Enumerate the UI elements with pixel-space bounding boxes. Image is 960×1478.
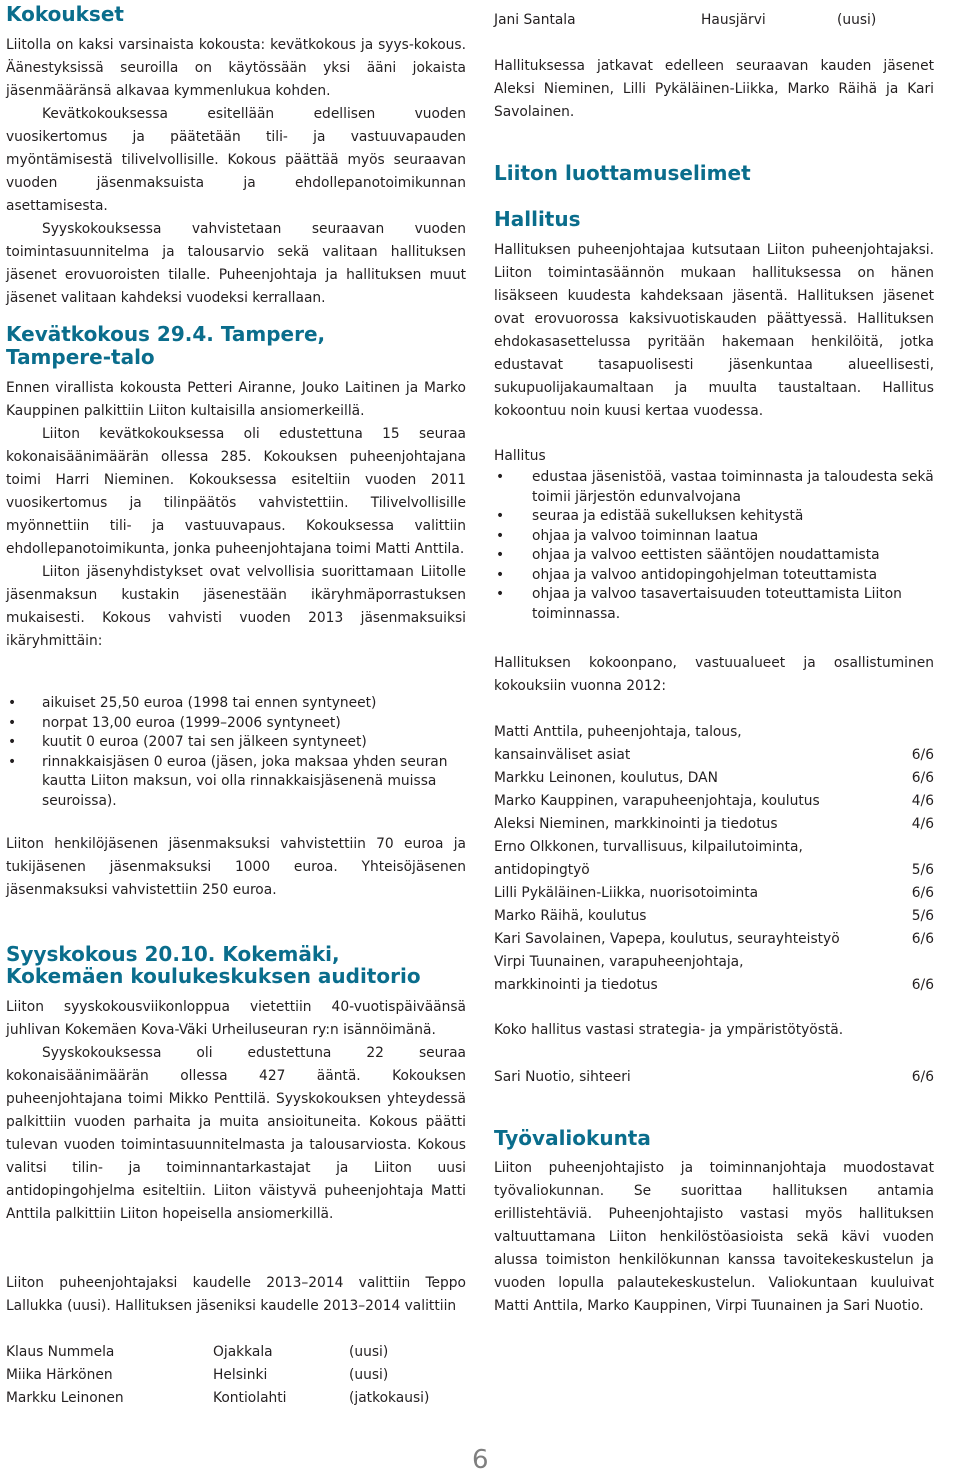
member-attendance: 6/6 bbox=[911, 885, 934, 901]
member-row bbox=[494, 1066, 934, 1089]
election-text bbox=[6, 1272, 466, 1318]
section-title-kokoukset: Kokoukset bbox=[6, 2, 124, 26]
member-name: Miika Härkönen bbox=[6, 1367, 113, 1383]
member-name: Markku Leinonen bbox=[6, 1390, 124, 1406]
member-club: Kontiolahti bbox=[213, 1390, 287, 1406]
member-attendance: 4/6 bbox=[911, 816, 934, 832]
spring-paragraph: Liiton jäsenyhdistykset ovat velvollisia suorittamaan Liitolle jäsenmaksun kustakin jäsenestään ikäryhmäporrastuksen mukaisesti. Kokous vahvisti vuoden 2013 jäsenmaksuiksi ikäryhmittäin: bbox=[6, 564, 466, 649]
member-row bbox=[494, 744, 934, 767]
member-note: (uusi) bbox=[837, 12, 877, 28]
board-paragraph: Hallituksen puheenjohtajaa kutsutaan Liiton puheenjohtajaksi. Liiton toimintasäännön mukaan hallituksessa on hänen lisäkseen kuudesta kahdeksaan jäsentä. Hallituksen jäsenet ovat erovuorossa kaksivuotiskauden päättyessä. Hallituksen ehdokasasettelussa pyritään hakemaan henkilöitä, jotka edustavat tasapuolisesti jäsenkuntaa alueellisesti, sukupuolijakaumaltaan ja muulta taustaltaan. Hallitus kokoontuu noin kuusi kertaa vuodessa. bbox=[494, 242, 934, 419]
continue-text bbox=[494, 55, 934, 124]
member-note: (uusi) bbox=[349, 1344, 389, 1360]
duty-item: • ohjaa ja valvoo eettisten sääntöjen noudattamista bbox=[494, 546, 934, 566]
member-role: Marko Kauppinen, varapuheenjohtaja, koulutus bbox=[494, 793, 820, 809]
spring-meeting-heading bbox=[6, 323, 325, 369]
elected-row bbox=[6, 1387, 466, 1410]
trust-bodies-heading: Liiton luottamuselimet bbox=[494, 161, 751, 185]
work-committee-heading: Työvaliokunta bbox=[494, 1126, 651, 1150]
fee-list bbox=[6, 694, 466, 811]
secretary-row bbox=[494, 1066, 934, 1089]
secretary-attendance: 6/6 bbox=[911, 1069, 934, 1085]
member-name-line: Virpi Tuunainen, varapuheenjohtaja, bbox=[494, 954, 744, 970]
member-role: Lilli Pykäläinen-Liikka, nuorisotoiminta bbox=[494, 885, 759, 901]
member-role: kansainväliset asiat bbox=[494, 747, 631, 763]
duty-item: • ohjaa ja valvoo tasavertaisuuden toteuttamista Liiton toiminnassa. bbox=[494, 585, 934, 624]
autumn-heading-line: Syyskokous 20.10. Kokemäki, bbox=[6, 942, 340, 966]
continue-paragraph: Hallituksessa jatkavat edelleen seuraavan kauden jäsenet Aleksi Nieminen, Lilli Pykäläinen-Liikka, Marko Räihä ja Kari Savolainen. bbox=[494, 58, 934, 120]
fee-item: • norpat 13,00 euroa (1999–2006 syntyneet) bbox=[6, 714, 466, 734]
member-attendance: 5/6 bbox=[911, 862, 934, 878]
member-attendance: 4/6 bbox=[911, 793, 934, 809]
member-row bbox=[494, 928, 934, 951]
member-role: antidopingtyö bbox=[494, 862, 590, 878]
duties-label: Hallitus bbox=[494, 448, 546, 464]
autumn-heading-line: Kokemäen koulukeskuksen auditorio bbox=[6, 964, 421, 988]
fees-paragraph: Liiton henkilöjäsenen jäsenmaksuksi vahvistettiin 70 euroa ja tukijäsenen jäsenmaksuksi 1000 euroa. Yhteisöjäsenen jäsenmaksuksi vahvistettiin 250 euroa. bbox=[6, 836, 466, 898]
member-club: Helsinki bbox=[213, 1367, 268, 1383]
autumn-meeting-text bbox=[6, 996, 466, 1226]
member-row bbox=[494, 859, 934, 882]
elected-continued bbox=[494, 9, 934, 32]
member-note: (jatkokausi) bbox=[349, 1390, 430, 1406]
fee-item: • aikuiset 25,50 euroa (1998 tai ennen syntyneet) bbox=[6, 694, 466, 714]
member-row bbox=[494, 905, 934, 928]
member-role: markkinointi ja tiedotus bbox=[494, 977, 658, 993]
member-attendance: 6/6 bbox=[911, 747, 934, 763]
board-members-table bbox=[494, 721, 934, 997]
composition-paragraph: Hallituksen kokoonpano, vastuualueet ja osallistuminen kokouksiin vuonna 2012: bbox=[494, 655, 934, 694]
fee-item: • rinnakkaisjäsen 0 euroa (jäsen, joka maksaa yhden seuran kautta Liiton maksun, voi olla rinnakkaisjäsenenä muissa seuroissa). bbox=[6, 753, 466, 812]
page-number: 6 bbox=[472, 1445, 489, 1475]
duty-item: • ohjaa ja valvoo antidopingohjelman toteuttamista bbox=[494, 566, 934, 586]
composition-text bbox=[494, 652, 934, 698]
member-name-line: Erno Olkkonen, turvallisuus, kilpailutoiminta, bbox=[494, 839, 803, 855]
member-row bbox=[494, 813, 934, 836]
duty-item: • seuraa ja edistää sukelluksen kehitystä bbox=[494, 507, 934, 527]
fee-item: • kuutit 0 euroa (2007 tai sen jälkeen syntyneet) bbox=[6, 733, 466, 753]
elected-row bbox=[6, 1341, 466, 1364]
member-attendance: 5/6 bbox=[911, 908, 934, 924]
member-club: Hausjärvi bbox=[701, 12, 766, 28]
elected-row bbox=[494, 9, 934, 32]
board-text bbox=[494, 239, 934, 423]
spring-heading-line: Kevätkokous 29.4. Tampere, bbox=[6, 322, 326, 346]
board-heading: Hallitus bbox=[494, 207, 581, 231]
strategy-line: Koko hallitus vastasi strategia- ja ympäristötyöstä. bbox=[494, 1022, 844, 1038]
member-attendance: 6/6 bbox=[911, 931, 934, 947]
intro-paragraph: Syyskokouksessa vahvistetaan seuraavan vuoden toimintasuunnitelma ja talousarvio sekä valitaan hallituksen jäsenet erovuoroisten tilalle. Puheenjohtaja ja hallituksen muut jäsenet valitaan kahdeksi vuodeksi kerrallaan. bbox=[6, 221, 466, 306]
duty-item: • ohjaa ja valvoo toiminnan laatua bbox=[494, 527, 934, 547]
work-committee-text bbox=[494, 1157, 934, 1318]
elected-row bbox=[6, 1364, 466, 1387]
member-attendance: 6/6 bbox=[911, 770, 934, 786]
duty-item: • edustaa jäsenistöä, vastaa toiminnasta ja taloudesta sekä toimii järjestön edunvalvojana bbox=[494, 468, 934, 507]
member-role: Aleksi Nieminen, markkinointi ja tiedotus bbox=[494, 816, 778, 832]
intro-paragraph: Kevätkokouksessa esitellään edellisen vuoden vuosikertomus ja päätetään tili- ja vastuuvapauden myöntämisestä tilivelvollisille. Kokous päättää myös seuraavan vuoden jäsenmaksuista ja ehdollepanotoimikunnan asettamisesta. bbox=[6, 106, 466, 214]
member-name: Jani Santala bbox=[494, 12, 576, 28]
secretary-name: Sari Nuotio, sihteeri bbox=[494, 1069, 631, 1085]
member-role: Marko Räihä, koulutus bbox=[494, 908, 647, 924]
member-note: (uusi) bbox=[349, 1367, 389, 1383]
autumn-paragraph: Syyskokouksessa oli edustettuna 22 seuraa kokonaisäänimäärän ollessa 427 ääntä. Kokouksen puheenjohtajana toimi Mikko Penttilä. Syyskokouksen yhteydessä palkittiin vuoden parhaita ja muita ansioituneita. Kokous päätti tulevan vuoden toimintasuunnitelmasta ja talousarviosta. Kokous valitsi tilin- ja toiminnantarkastajat ja Liiton uusi antidopingohjelma esiteltiin. Liiton väistyvä puheenjohtaja Matti Anttila palkittiin Liiton hopeisella ansiomerkillä. bbox=[6, 1045, 466, 1222]
autumn-meeting-heading bbox=[6, 943, 421, 987]
member-row bbox=[494, 767, 934, 790]
member-role: Kari Savolainen, Vapepa, koulutus, seurayhteistyö bbox=[494, 931, 840, 947]
intro-text bbox=[6, 34, 466, 310]
board-duties bbox=[494, 445, 934, 624]
member-row bbox=[494, 790, 934, 813]
autumn-paragraph: Liiton syyskokousviikonloppua vietettiin 40-vuotispäiväänsä juhlivan Kokemäen Kova-Väki Urheiluseuran ry:n isännöimänä. bbox=[6, 999, 466, 1038]
work-paragraph: Liiton puheenjohtajisto ja toiminnanjohtaja muodostavat työvaliokunnan. Se suorittaa hallituksen antamia erillistehtäviä. Puheenjohtajisto vastasi myös hallituksen valtuuttamana Liiton henkilöstöasioista sekä kävi vuoden alussa toimiston henkilökunnan kanssa tavoitekeskustelun ja vuoden lopulla palautekeskustelun. Valiokuntaan kuuluivat Matti Anttila, Marko Kauppinen, Virpi Tuunainen ja Sari Nuotio. bbox=[494, 1160, 934, 1314]
spring-meeting-text bbox=[6, 377, 466, 653]
spring-paragraph: Ennen virallista kokousta Petteri Airanne, Jouko Laitinen ja Marko Kauppinen palkittiin Liiton kultaisilla ansiomerkeillä. bbox=[6, 380, 466, 419]
intro-paragraph: Liitolla on kaksi varsinaista kokousta: kevätkokous ja syys-kokous. Äänestyksissä seuroilla on käytössään yksi ääni jokaista jäsenmääränsä alkavaa kymmenlukua kohden. bbox=[6, 37, 466, 99]
member-name-line: Matti Anttila, puheenjohtaja, talous, bbox=[494, 724, 742, 740]
fees-after-text bbox=[6, 833, 466, 902]
member-row bbox=[494, 974, 934, 997]
elected-table bbox=[6, 1341, 466, 1410]
election-paragraph: Liiton puheenjohtajaksi kaudelle 2013–2014 valittiin Teppo Lallukka (uusi). Hallituksen jäseniksi kaudelle 2013–2014 valittiin bbox=[6, 1275, 466, 1314]
member-name: Klaus Nummela bbox=[6, 1344, 115, 1360]
member-row bbox=[494, 882, 934, 905]
strategy-text bbox=[494, 1019, 934, 1042]
member-role: Markku Leinonen, koulutus, DAN bbox=[494, 770, 718, 786]
duties-list bbox=[494, 468, 934, 624]
spring-heading-line: Tampere-talo bbox=[6, 345, 155, 369]
spring-paragraph: Liiton kevätkokouksessa oli edustettuna 15 seuraa kokonaisäänimäärän ollessa 285. Kokouksen puheenjohtajana toimi Harri Nieminen. Kokouksessa esiteltiin vuoden 2011 vuosikertomus ja tilinpäätös vahvistettiin. Tilivelvollisille myönnettiin tili- ja vastuuvapaus. Kokouksessa valittiin ehdollepanotoimikunta, jonka puheenjohtajana toimi Matti Anttila. bbox=[6, 426, 466, 557]
member-club: Ojakkala bbox=[213, 1344, 273, 1360]
member-attendance: 6/6 bbox=[911, 977, 934, 993]
